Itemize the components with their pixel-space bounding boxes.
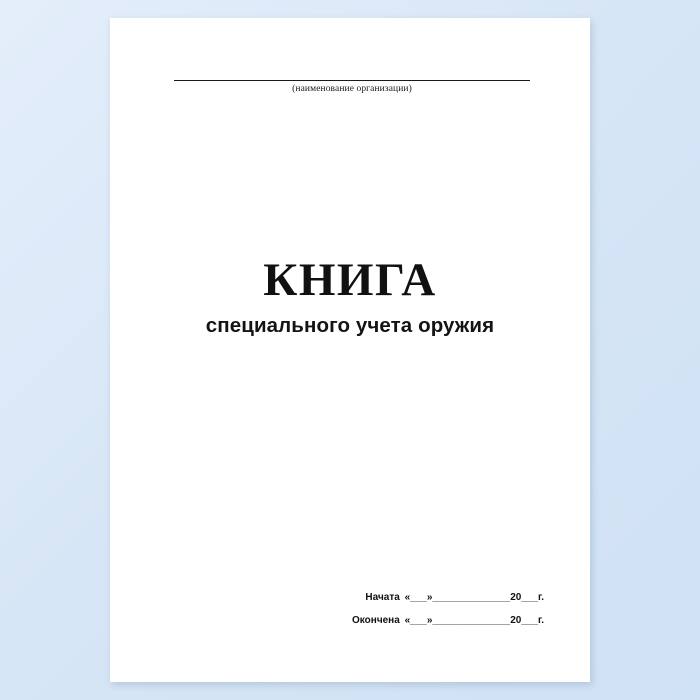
finished-label: Окончена — [352, 615, 400, 626]
started-date-row — [284, 592, 544, 603]
started-label: Начата — [365, 592, 400, 603]
document-sheet — [110, 18, 590, 682]
page-title — [110, 256, 590, 338]
organization-name-input-line[interactable] — [174, 80, 530, 81]
title-subtitle: специального учета оружия — [205, 314, 495, 338]
title-main: КНИГА — [263, 254, 437, 306]
date-fields-block — [284, 592, 544, 626]
started-date-input[interactable]: «___»______________20___г. — [404, 592, 544, 603]
finished-date-row — [284, 615, 544, 626]
organization-name-caption: (наименование организации) — [292, 84, 412, 94]
finished-date-input[interactable]: «___»______________20___г. — [404, 615, 544, 626]
organization-name-block — [174, 80, 530, 94]
